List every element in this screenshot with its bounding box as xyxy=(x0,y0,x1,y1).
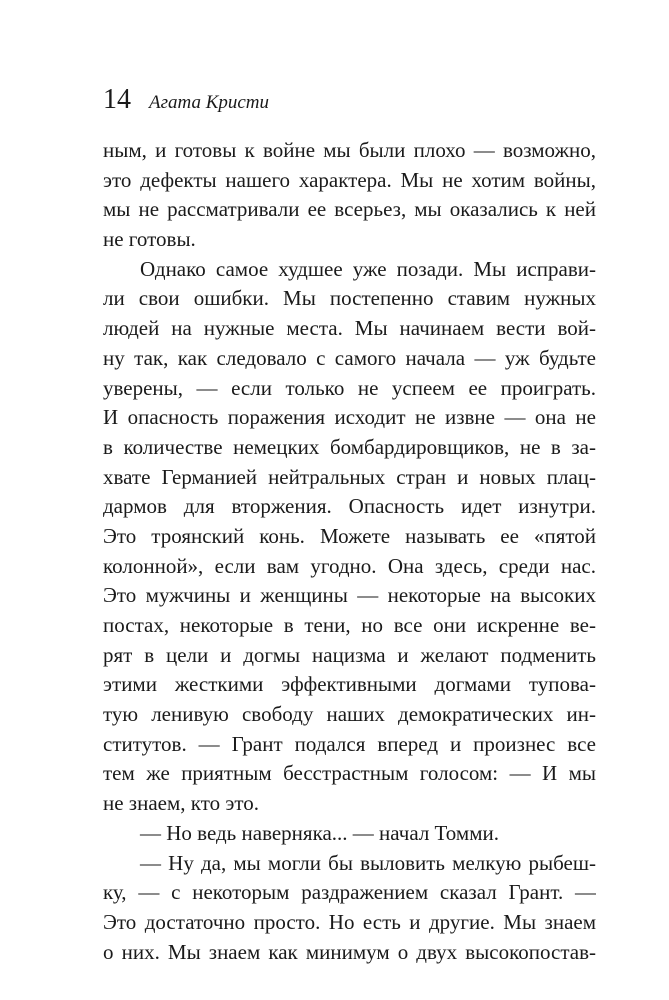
book-author: Агата Кристи xyxy=(149,92,269,113)
text-line: тем же приятным бесстрастным голосом: — И мы xyxy=(103,761,596,786)
text-line: Это мужчины и женщины — некоторые на высоких xyxy=(103,583,596,608)
text-line: ститутов. — Грант подался вперед и произнес все xyxy=(103,731,596,756)
text-line: людей на нужные места. Мы начинаем вести вой- xyxy=(103,316,596,341)
text-line: ным, и готовы к войне мы были плохо — возможно, xyxy=(103,138,596,162)
text-line: рят в цели и догмы нацизма и желают подменить xyxy=(103,642,596,667)
text-line: постах, некоторые в тени, но все они искренне ве- xyxy=(103,613,596,637)
body-text xyxy=(103,136,596,967)
page-number: 14 xyxy=(103,84,131,115)
text-line: Это троянский конь. Можете называть ее «пятой xyxy=(103,523,596,548)
text-line: Это достаточно просто. Но есть и другие. Мы знаем xyxy=(103,909,596,934)
text-line: ку, — с некоторым раздражением сказал Грант. — xyxy=(103,880,596,905)
text-line: не готовы. xyxy=(103,227,196,252)
text-line: не знаем, кто это. xyxy=(103,791,260,816)
text-line: тую ленивую свободу наших демократических ин- xyxy=(103,702,596,727)
text-line: уверены, — если только не успеем ее проиграть. xyxy=(103,375,596,400)
text-line: это дефекты нашего характера. Мы не хотим войны, xyxy=(103,167,596,192)
text-line: хвате Германией нейтральных стран и новых плац- xyxy=(103,464,596,489)
text-line: о них. Мы знаем как минимум о двух высокопостав- xyxy=(103,939,596,964)
text-line: в количестве немецких бомбардировщиков, не в за- xyxy=(103,434,596,459)
text-line: — Но ведь наверняка... — начал Томми. xyxy=(140,820,499,845)
text-line: этими жесткими эффективными догмами тупова- xyxy=(103,672,596,697)
text-line: И опасность поражения исходит не извне — она не xyxy=(103,405,596,430)
text-line: ну так, как следовало с самого начала — уж будьте xyxy=(103,345,596,370)
running-head xyxy=(103,84,269,120)
text-line: мы не рассматривали ее всерьез, мы оказались к ней xyxy=(103,197,596,222)
text-line: — Ну да, мы могли бы выловить мелкую рыбеш- xyxy=(140,850,596,875)
text-line: ли свои ошибки. Мы постепенно ставим нужных xyxy=(103,286,596,311)
text-line: дармов для вторжения. Опасность идет изнутри. xyxy=(103,494,596,519)
text-line: колонной», если вам угодно. Она здесь, среди нас. xyxy=(103,553,596,578)
text-line: Однако самое худшее уже позади. Мы исправи- xyxy=(140,256,596,281)
